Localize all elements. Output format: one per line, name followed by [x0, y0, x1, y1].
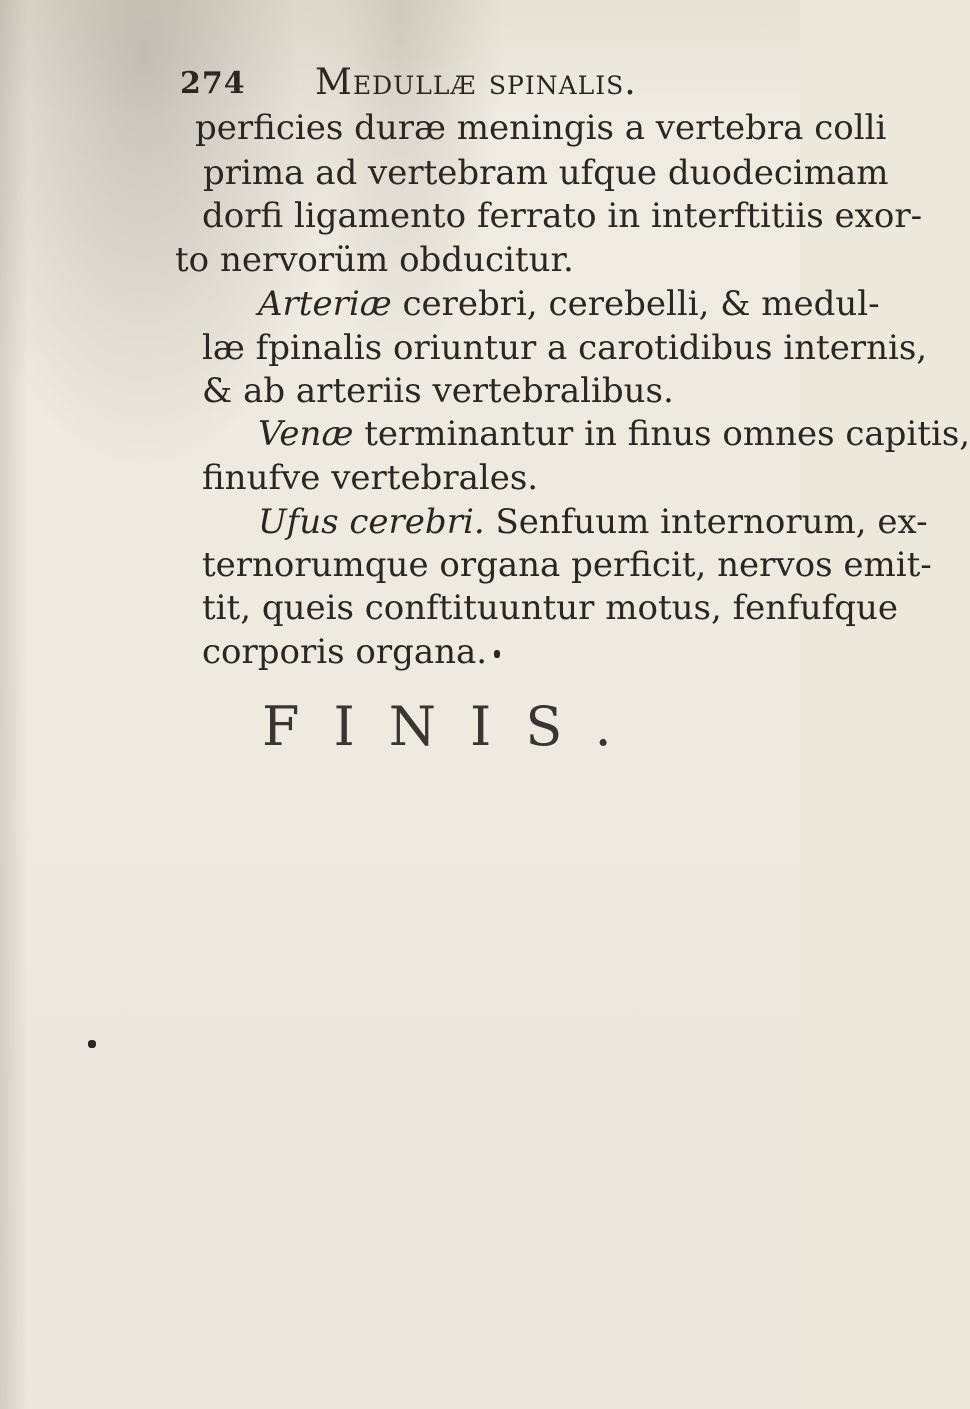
text-line: finufve vertebrales.	[202, 458, 539, 498]
text-line: prima ad vertebram ufque duodecimam	[203, 153, 889, 193]
text-line: ternorumque organa perficit, nervos emit-	[202, 545, 932, 585]
text-line: tit, queis conftituuntur motus, fenfufque	[202, 588, 899, 628]
page-header	[180, 62, 700, 108]
text-line: perficies duræ meningis a vertebra colli	[195, 108, 887, 148]
text-line: Arteriæ cerebri, cerebelli, & medul-	[258, 284, 880, 324]
binding-shadow	[0, 0, 28, 1409]
page-number: 274	[180, 66, 246, 101]
rubric-arteriae: Arteriæ	[258, 284, 392, 324]
ink-speck	[88, 1040, 96, 1048]
text-line: Ufus cerebri. Senfuum internorum, ex-	[258, 502, 928, 542]
rubric-venae: Venæ	[258, 414, 354, 454]
running-title: Medullæ spinalis.	[315, 62, 637, 103]
text-line: corporis organa.	[202, 632, 488, 672]
rubric-usus-cerebri: Ufus cerebri.	[258, 502, 485, 542]
text-line: Venæ terminantur in finus omnes capitis,	[258, 414, 970, 454]
text-line: læ fpinalis oriuntur a carotidibus internis,	[202, 328, 928, 368]
text-line: & ab arteriis vertebralibus.	[202, 371, 674, 411]
finis-colophon: FINIS.	[262, 695, 646, 758]
text-line: to nervorüm obducitur.	[175, 240, 574, 280]
ink-speck	[494, 650, 500, 658]
text-line: dorfi ligamento ferrato in interftitiis exor-	[202, 196, 923, 236]
